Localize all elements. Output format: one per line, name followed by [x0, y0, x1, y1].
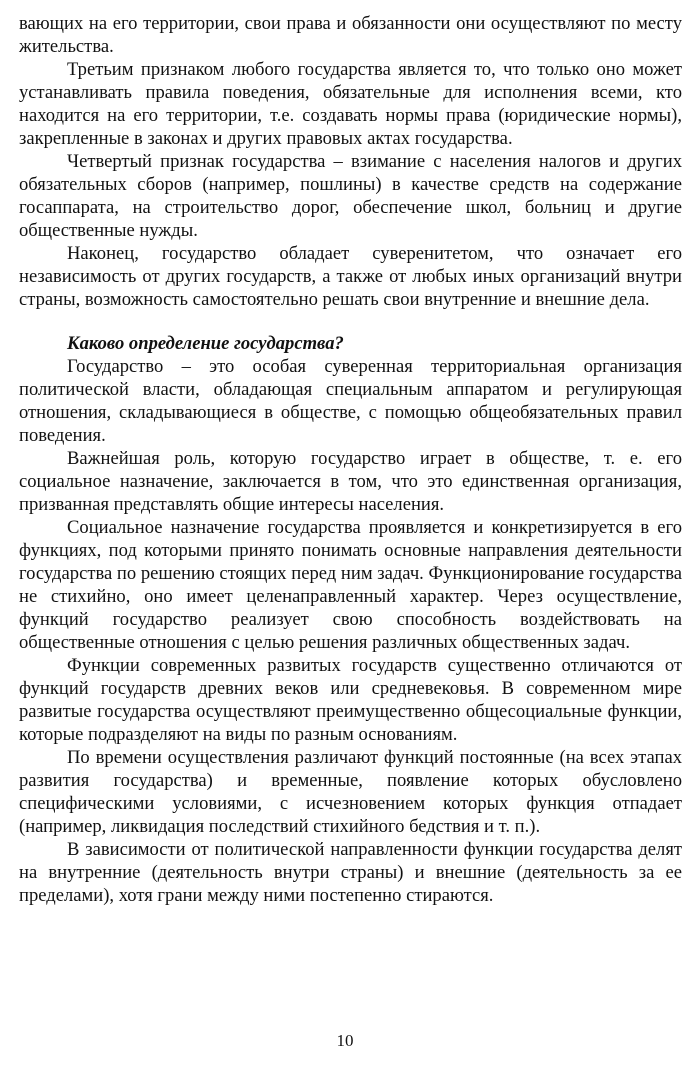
paragraph-modern-functions: Функции современных развитых государств существенно отличаются от функций государств древних веков или средневековья. В современном мире развитые государства осуществляют преимущественно общесоциальные функции, которые подразделяют на виды по разным основаниям.	[19, 655, 682, 745]
paragraph-third-feature: Третьим признаком любого государства является то, что только оно может устанавливать правила поведения, обязательные для исполнения всеми, кто находится на его территории, т.е. создавать нормы права (юридические нормы), закрепленные в законах и других правовых актах государства.	[19, 59, 682, 149]
page-body	[19, 12, 682, 907]
paragraph-social-role: Важнейшая роль, которую государство играет в обществе, т. е. его социальное назначение, заключается в том, что это единственная организация, призванная представлять общие интересы населения.	[19, 448, 682, 515]
paragraph-continuation: вающих на его территории, свои права и обязанности они осуществляют по месту жительства.	[19, 13, 682, 57]
paragraph-definition: Государство – это особая суверенная территориальная организация политической власти, обладающая специальным аппаратом и регулирующая отношения, складывающиеся в обществе, с помощью общеобязательных правил поведения.	[19, 356, 682, 446]
paragraph-time-classification: По времени осуществления различают функций постоянные (на всех этапах развития государства) и временные, появление которых обусловлено специфическими условиями, с исчезновением которых функция отпадает (например, ликвидация последствий стихийного бедствия и т. п.).	[19, 747, 682, 837]
page-number: 10	[336, 1031, 354, 1050]
paragraph-fourth-feature: Четвертый признак государства – взимание с населения налогов и других обязательных сборов (например, пошлины) в качестве средств на содержание госаппарата, на строительство дорог, обеспечение школ, больниц и другие общественные нужды.	[19, 151, 682, 241]
paragraph-political-direction: В зависимости от политической направленности функции государства делят на внутренние (деятельность внутри страны) и внешние (деятельность за ее пределами), хотя грани между ними постепенно стираются.	[19, 839, 682, 906]
paragraph-functions: Социальное назначение государства проявляется и конкретизируется в его функциях, под которыми принято понимать основные направления деятельности государства по решению стоящих перед ним задач. Функционирование государства не стихийно, оно имеет целенаправленный характер. Через осуществление, функций государство реализует свою способность воздействовать на общественные отношения с целью решения различных общественных задач.	[19, 517, 682, 653]
paragraph-sovereignty: Наконец, государство обладает суверенитетом, что означает его независимость от других государств, а также от любых иных организаций внутри страны, возможность самостоятельно решать свои внутренние и внешние дела.	[19, 243, 682, 310]
section-heading: Каково определение государства?	[67, 333, 344, 354]
